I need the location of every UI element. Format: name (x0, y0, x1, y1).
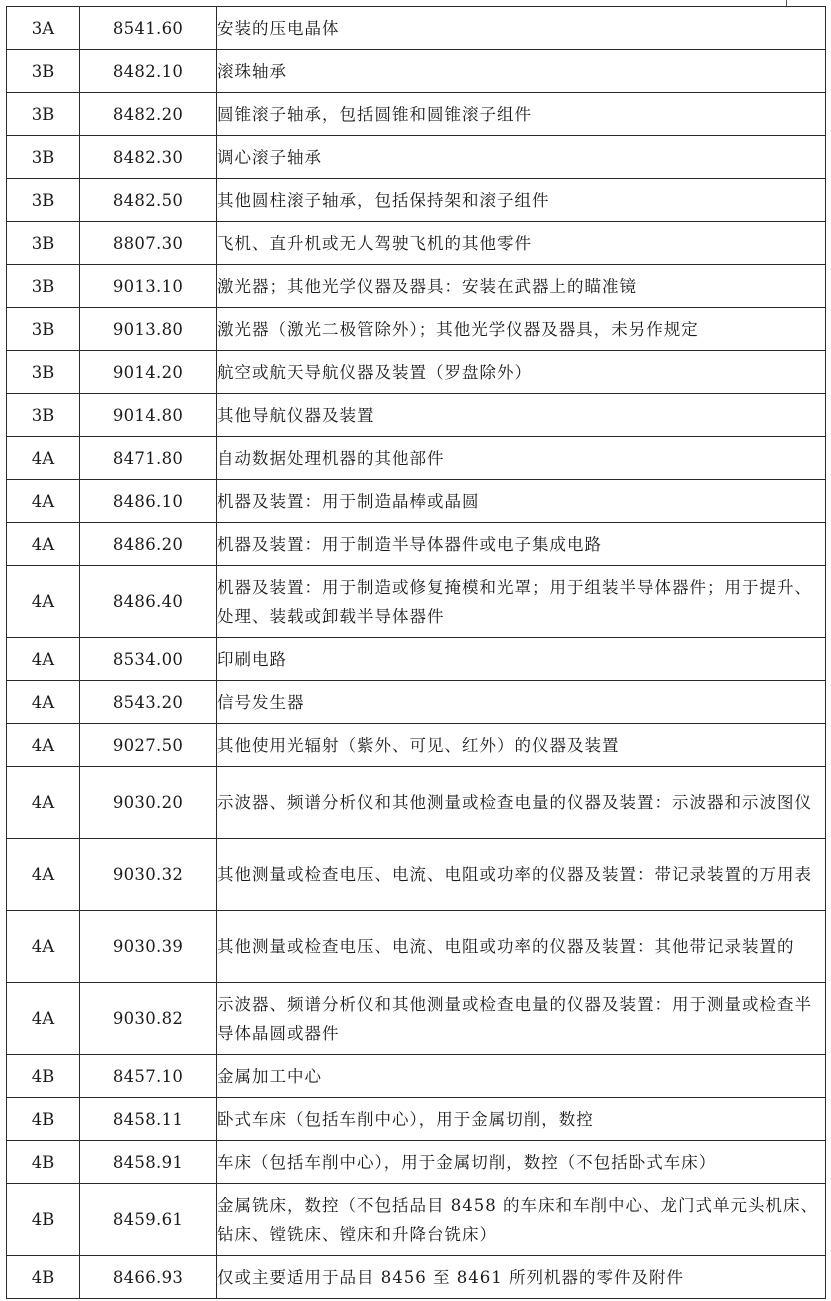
hs-code-cell: 8482.50 (80, 179, 217, 222)
control-class-cell: 4A (7, 638, 80, 681)
control-class-cell: 3B (7, 351, 80, 394)
hs-code-table (6, 6, 826, 1299)
hs-code-cell: 9013.10 (80, 265, 217, 308)
table-body (7, 7, 826, 1299)
control-class-cell: 4A (7, 681, 80, 724)
hs-code-cell: 8482.20 (80, 93, 217, 136)
hs-code-cell: 8471.80 (80, 437, 217, 480)
description-cell: 航空或航天导航仪器及装置（罗盘除外） (217, 351, 826, 394)
hs-code-cell: 8534.00 (80, 638, 217, 681)
table-row (7, 1141, 826, 1184)
hs-code-cell: 8486.20 (80, 523, 217, 566)
table-row (7, 681, 826, 724)
description-cell: 滚珠轴承 (217, 50, 826, 93)
table-row (7, 839, 826, 911)
control-class-cell: 4A (7, 437, 80, 480)
control-class-cell: 4B (7, 1055, 80, 1098)
description-cell: 示波器、频谱分析仪和其他测量或检查电量的仪器及装置：用于测量或检查半导体晶圆或器件 (217, 983, 826, 1055)
hs-code-cell: 8543.20 (80, 681, 217, 724)
control-class-cell: 4A (7, 566, 80, 638)
table-row (7, 1184, 826, 1256)
control-class-cell: 4A (7, 911, 80, 983)
control-class-cell: 4B (7, 1256, 80, 1299)
hs-code-cell: 9030.20 (80, 767, 217, 839)
description-cell: 自动数据处理机器的其他部件 (217, 437, 826, 480)
table-row (7, 523, 826, 566)
control-class-cell: 4B (7, 1141, 80, 1184)
hs-code-cell: 8486.40 (80, 566, 217, 638)
description-cell: 车床（包括车削中心），用于金属切削，数控（不包括卧式车床） (217, 1141, 826, 1184)
description-cell: 示波器、频谱分析仪和其他测量或检查电量的仪器及装置：示波器和示波图仪 (217, 767, 826, 839)
hs-code-cell: 9014.20 (80, 351, 217, 394)
hs-code-cell: 8486.10 (80, 480, 217, 523)
description-cell: 信号发生器 (217, 681, 826, 724)
hs-code-cell: 8458.91 (80, 1141, 217, 1184)
table-row (7, 911, 826, 983)
control-class-cell: 4A (7, 767, 80, 839)
description-cell: 卧式车床（包括车削中心），用于金属切削，数控 (217, 1098, 826, 1141)
hs-code-cell: 9014.80 (80, 394, 217, 437)
control-class-cell: 4A (7, 724, 80, 767)
description-cell: 金属铣床，数控（不包括品目 8458 的车床和车削中心、龙门式单元头机床、钻床、镗铣床、镗床和升降台铣床） (217, 1184, 826, 1256)
control-class-cell: 3A (7, 7, 80, 50)
hs-code-cell: 8458.11 (80, 1098, 217, 1141)
hs-code-cell: 8457.10 (80, 1055, 217, 1098)
table-row (7, 179, 826, 222)
hs-code-cell: 9027.50 (80, 724, 217, 767)
control-class-cell: 4A (7, 983, 80, 1055)
table-row (7, 983, 826, 1055)
table-row (7, 50, 826, 93)
control-class-cell: 3B (7, 394, 80, 437)
table-row (7, 1098, 826, 1141)
control-class-cell: 3B (7, 308, 80, 351)
control-class-cell: 3B (7, 136, 80, 179)
description-cell: 圆锥滚子轴承，包括圆锥和圆锥滚子组件 (217, 93, 826, 136)
table-row (7, 437, 826, 480)
description-cell: 印刷电路 (217, 638, 826, 681)
table-row (7, 1256, 826, 1299)
table-row (7, 93, 826, 136)
table-row (7, 638, 826, 681)
control-class-cell: 3B (7, 50, 80, 93)
table-row (7, 566, 826, 638)
hs-code-cell: 8807.30 (80, 222, 217, 265)
description-cell: 仅或主要适用于品目 8456 至 8461 所列机器的零件及附件 (217, 1256, 826, 1299)
hs-code-cell: 8541.60 (80, 7, 217, 50)
table-row (7, 1055, 826, 1098)
control-class-cell: 4B (7, 1184, 80, 1256)
table-row (7, 767, 826, 839)
hs-code-cell: 9013.80 (80, 308, 217, 351)
hs-code-cell: 9030.39 (80, 911, 217, 983)
hs-code-cell: 8466.93 (80, 1256, 217, 1299)
description-cell: 其他测量或检查电压、电流、电阻或功率的仪器及装置：其他带记录装置的 (217, 911, 826, 983)
control-class-cell: 4A (7, 523, 80, 566)
table-row (7, 136, 826, 179)
description-cell: 其他使用光辐射（紫外、可见、红外）的仪器及装置 (217, 724, 826, 767)
control-class-cell: 4B (7, 1098, 80, 1141)
table-row (7, 351, 826, 394)
description-cell: 其他圆柱滚子轴承，包括保持架和滚子组件 (217, 179, 826, 222)
description-cell: 激光器；其他光学仪器及器具：安装在武器上的瞄准镜 (217, 265, 826, 308)
hs-code-cell: 9030.32 (80, 839, 217, 911)
table-row (7, 724, 826, 767)
description-cell: 安装的压电晶体 (217, 7, 826, 50)
description-cell: 金属加工中心 (217, 1055, 826, 1098)
table-row (7, 394, 826, 437)
hs-code-cell: 9030.82 (80, 983, 217, 1055)
control-class-cell: 4A (7, 480, 80, 523)
description-cell: 其他导航仪器及装置 (217, 394, 826, 437)
control-class-cell: 3B (7, 93, 80, 136)
table-row (7, 7, 826, 50)
description-cell: 机器及装置：用于制造半导体器件或电子集成电路 (217, 523, 826, 566)
table-row (7, 480, 826, 523)
control-class-cell: 3B (7, 265, 80, 308)
description-cell: 其他测量或检查电压、电流、电阻或功率的仪器及装置：带记录装置的万用表 (217, 839, 826, 911)
table-row (7, 265, 826, 308)
description-cell: 飞机、直升机或无人驾驶飞机的其他零件 (217, 222, 826, 265)
description-cell: 激光器（激光二极管除外）；其他光学仪器及器具，未另作规定 (217, 308, 826, 351)
hs-code-cell: 8459.61 (80, 1184, 217, 1256)
hs-code-cell: 8482.10 (80, 50, 217, 93)
control-class-cell: 4A (7, 839, 80, 911)
table-row (7, 308, 826, 351)
description-cell: 机器及装置：用于制造晶棒或晶圆 (217, 480, 826, 523)
description-cell: 机器及装置：用于制造或修复掩模和光罩；用于组装半导体器件；用于提升、处理、装载或卸载半导体器件 (217, 566, 826, 638)
table-row (7, 222, 826, 265)
description-cell: 调心滚子轴承 (217, 136, 826, 179)
control-class-cell: 3B (7, 222, 80, 265)
hs-code-cell: 8482.30 (80, 136, 217, 179)
control-class-cell: 3B (7, 179, 80, 222)
